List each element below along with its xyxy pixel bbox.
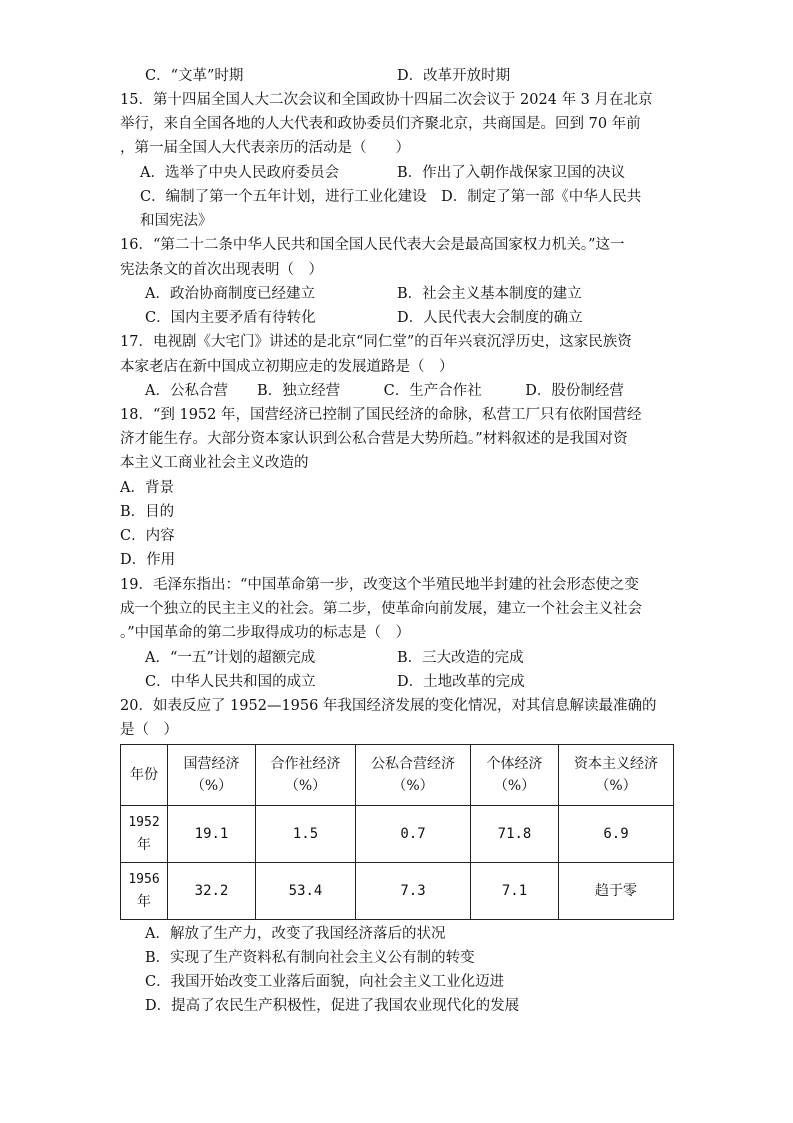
q14-option-c: C．“文革”时期 — [145, 68, 244, 84]
table-header-row — [121, 745, 674, 806]
q15-stem-line3: ，第一届全国人大代表亲历的活动是（ ） — [120, 140, 410, 156]
q18-option-b: B．目的 — [120, 504, 175, 520]
table-year-cell: 1956 年 — [121, 863, 168, 920]
q20-stem-line1: 20．如表反应了 1952—1956 年我国经济发展的变化情况，对其信息解读最准确的 — [120, 698, 657, 714]
table-header-cell: 国营经济 （%） — [168, 745, 256, 806]
q15-option-cd-line2: 和国宪法》 — [140, 213, 213, 229]
q15-stem-line2: 举行，来自全国各地的人大代表和政协委员们齐聚北京，共商国是。回到 70 年前 — [120, 116, 641, 132]
table-header-cell: 合作社经济 （%） — [256, 745, 356, 806]
table-cell: 71.8 — [471, 806, 559, 863]
table-cell: 6.9 — [559, 806, 674, 863]
table-header-cell: 公私合营经济 （%） — [356, 745, 471, 806]
q18-option-c: C．内容 — [120, 528, 175, 544]
q19-option-c: C．中华人民共和国的成立 — [145, 674, 316, 690]
table-header-cell: 个体经济 （%） — [471, 745, 559, 806]
table-row — [121, 806, 674, 863]
q20-stem-line2: 是（ ） — [120, 722, 178, 738]
economy-table — [120, 744, 674, 920]
q15-stem-line1: 15．第十四届全国人大二次会议和全国政协十四届二次会议于 2024 年 3 月在北京 — [120, 92, 653, 108]
table-cell: 趋于零 — [559, 863, 674, 920]
q16-option-b: B．社会主义基本制度的建立 — [397, 286, 582, 302]
q15-option-cd-line1: C．编制了第一个五年计划，进行工业化建设 D．制定了第一部《中华人民共 — [140, 189, 642, 205]
q19-option-d: D．土地改革的完成 — [397, 674, 525, 690]
table-year-cell: 1952 年 — [121, 806, 168, 863]
q18-option-a: A．背景 — [120, 480, 174, 496]
q19-option-b: B．三大改造的完成 — [397, 650, 524, 666]
q19-stem-line1: 19．毛泽东指出：“中国革命第一步，改变这个半殖民地半封建的社会形态使之变 — [120, 577, 639, 593]
q17-stem-line2: 本家老店在新中国成立初期应走的发展道路是（ ） — [120, 359, 454, 375]
q18-stem-line1: 18．“到 1952 年，国营经济已控制了国民经济的命脉，私营工厂只有依附国营经 — [120, 407, 642, 423]
q17-stem-line1: 17．电视剧《大宅门》讲述的是北京“同仁堂”的百年兴衰沉浮历史，这家民族资 — [120, 334, 632, 350]
q15-option-a: A．选举了中央人民政府委员会 — [140, 165, 339, 181]
q20-option-a: A．解放了生产力，改变了我国经济落后的状况 — [145, 926, 446, 942]
q16-option-d: D．人民代表大会制度的确立 — [397, 310, 583, 326]
q16-stem-line2: 宪法条文的首次出现表明（ ） — [120, 262, 323, 278]
table-cell: 7.1 — [471, 863, 559, 920]
table-cell: 19.1 — [168, 806, 256, 863]
table-row — [121, 863, 674, 920]
q18-option-d: D．作用 — [120, 552, 176, 568]
q19-option-a: A．“一五”计划的超额完成 — [145, 650, 316, 666]
q15-option-b: B．作出了入朝作战保家卫国的决议 — [397, 165, 626, 181]
q18-stem-line2: 济才能生存。大部分资本家认识到公私合营是大势所趋。”材料叙述的是我国对资 — [120, 431, 628, 447]
table-cell: 0.7 — [356, 806, 471, 863]
q20-option-c: C．我国开始改变工业落后面貌，向社会主义工业化迈进 — [145, 974, 505, 990]
q18-stem-line3: 本主义工商业社会主义改造的 — [120, 455, 309, 471]
q20-option-b: B．实现了生产资料私有制向社会主义公有制的转变 — [145, 950, 475, 966]
q20-option-d: D．提高了农民生产积极性，促进了我国农业现代化的发展 — [145, 998, 520, 1014]
q16-option-c: C．国内主要矛盾有待转化 — [145, 310, 316, 326]
table-cell: 32.2 — [168, 863, 256, 920]
table-header-cell: 年份 — [121, 745, 168, 806]
q17-options: A．公私合营 B．独立经营 C．生产合作社 D．股份制经营 — [145, 383, 624, 399]
table-header-cell: 资本主义经济 （%） — [559, 745, 674, 806]
q16-option-a: A．政治协商制度已经建立 — [145, 286, 315, 302]
q19-stem-line2: 成一个独立的民主主义的社会。第二步，使革命向前发展，建立一个社会主义社会 — [120, 601, 642, 617]
q16-stem-line1: 16．“第二十二条中华人民共和国全国人民代表大会是最高国家权力机关。”这一 — [120, 237, 625, 253]
q19-stem-line3: 。”中国革命的第二步取得成功的标志是（ ） — [120, 625, 411, 641]
table-cell: 7.3 — [356, 863, 471, 920]
table-cell: 53.4 — [256, 863, 356, 920]
table-cell: 1.5 — [256, 806, 356, 863]
q14-option-d: D．改革开放时期 — [397, 68, 511, 84]
